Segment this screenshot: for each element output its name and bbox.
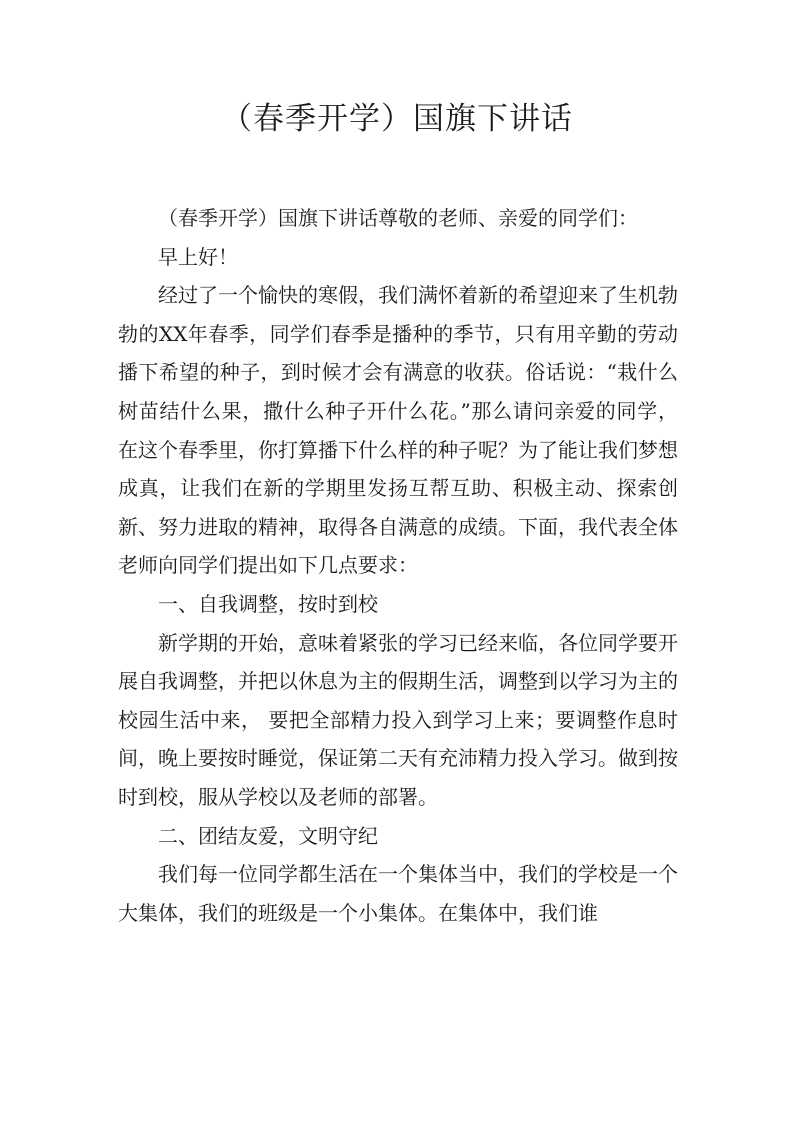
section-heading-2: 二、团结友爱，文明守纪 [158, 823, 378, 848]
section-heading-1: 一、自我调整，按时到校 [158, 591, 378, 616]
document-body [118, 199, 678, 932]
paragraph-section-2: 我们每一位同学都生活在一个集体当中，我们的学校是一个大集体，我们的班级是一个小集体。在集体中，我们谁 [118, 862, 678, 925]
paragraph-salutation: （春季开学）国旗下讲话尊敬的老师、亲爱的同学们： [158, 206, 638, 230]
document-title: （春季开学）国旗下讲话 [221, 101, 573, 137]
paragraph-intro: 经过了一个愉快的寒假，我们满怀着新的希望迎来了生机勃勃的XX年春季，同学们春季是播种的季节，只有用辛勤的劳动播下希望的种子，到时候才会有满意的收获。俗话说：“栽什么树苗结什么果，撒什么种子开什么花。”那么请问亲爱的同学，在这个春季里，你打算播下什么样的种子呢？为了能让我们梦想成真，让我们在新的学期里发扬互帮互助、积极主动、探索创新、努力进取的精神，取得各自满意的成绩。下面，我代表全体老师向同学们提出如下几点要求： [118, 283, 678, 578]
paragraph-greeting: 早上好！ [158, 244, 238, 269]
paragraph-section-1: 新学期的开始，意味着紧张的学习已经来临，各位同学要开展自我调整，并把以休息为主的假期生活，调整到以学习为主的校园生活中来， 要把全部精力投入到学习上来；要调整作息时间，晚上要按时睡觉，保证第二天有充沛精力投入学习。做到按时到校，服从学校以及老师的部署。 [118, 630, 678, 809]
